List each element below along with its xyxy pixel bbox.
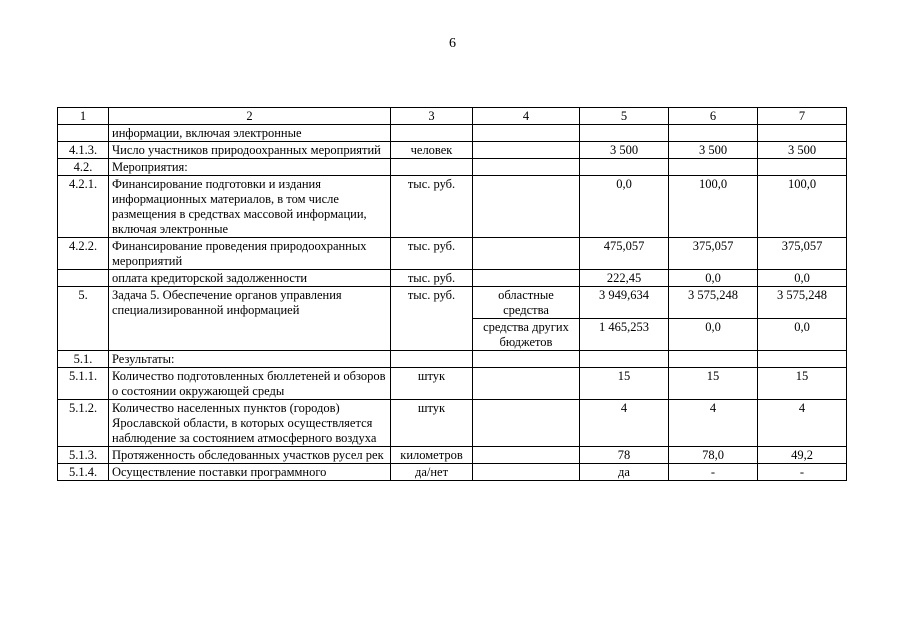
header-cell: 4: [473, 108, 580, 125]
row-number: 4.1.3.: [58, 142, 109, 159]
row-number: 4.2.2.: [58, 238, 109, 270]
table-row: [58, 159, 847, 176]
row-value-6: [669, 125, 758, 142]
row-value-5: [580, 351, 669, 368]
row-source: [473, 238, 580, 270]
row-unit: километров: [391, 447, 473, 464]
row-unit: штук: [391, 368, 473, 400]
row-source: [473, 270, 580, 287]
table-row: [58, 142, 847, 159]
table-row: [58, 447, 847, 464]
row-source: [473, 464, 580, 481]
row-value-7: 100,0: [758, 176, 847, 238]
row-text: Финансирование подготовки и издания информационных материалов, в том числе размещения в средствах массовой информации, включая электронные: [109, 176, 391, 238]
row-number: 4.2.1.: [58, 176, 109, 238]
header-cell: 6: [669, 108, 758, 125]
row-number: 5.1.3.: [58, 447, 109, 464]
row-value-6: 375,057: [669, 238, 758, 270]
row-value-7: [758, 351, 847, 368]
row-value-6: 4: [669, 400, 758, 447]
row-value-7: 4: [758, 400, 847, 447]
row-number: 5.1.2.: [58, 400, 109, 447]
row-value-6: 15: [669, 368, 758, 400]
row-unit: тыс. руб.: [391, 287, 473, 351]
header-row: [58, 108, 847, 125]
row-value-7: 0,0: [758, 319, 847, 351]
row-text: Задача 5. Обеспечение органов управления специализированной информацией: [109, 287, 391, 351]
row-unit: человек: [391, 142, 473, 159]
row-text: Осуществление поставки программного: [109, 464, 391, 481]
row-value-6: 3 575,248: [669, 287, 758, 319]
row-value-5: да: [580, 464, 669, 481]
row-unit: [391, 351, 473, 368]
header-cell: 5: [580, 108, 669, 125]
row-value-5: 15: [580, 368, 669, 400]
table-row: [58, 270, 847, 287]
header-cell: 7: [758, 108, 847, 125]
row-text: Число участников природоохранных мероприятий: [109, 142, 391, 159]
row-value-7: [758, 159, 847, 176]
row-source: [473, 400, 580, 447]
row-value-5: 475,057: [580, 238, 669, 270]
row-text: Финансирование проведения природоохранных мероприятий: [109, 238, 391, 270]
row-value-6: 100,0: [669, 176, 758, 238]
row-value-7: 375,057: [758, 238, 847, 270]
row-value-5: [580, 125, 669, 142]
row-value-7: 49,2: [758, 447, 847, 464]
row-source: [473, 368, 580, 400]
row-text: Количество подготовленных бюллетеней и обзоров о состоянии окружающей среды: [109, 368, 391, 400]
row-text: Протяженность обследованных участков русел рек: [109, 447, 391, 464]
table-row: [58, 368, 847, 400]
row-text: Мероприятия:: [109, 159, 391, 176]
table-row: [58, 176, 847, 238]
row-value-7: 0,0: [758, 270, 847, 287]
row-value-6: 3 500: [669, 142, 758, 159]
row-value-7: 3 500: [758, 142, 847, 159]
row-unit: штук: [391, 400, 473, 447]
row-text: оплата кредиторской задолженности: [109, 270, 391, 287]
row-source: средства других бюджетов: [473, 319, 580, 351]
row-number: [58, 270, 109, 287]
row-value-6: [669, 351, 758, 368]
row-unit: тыс. руб.: [391, 176, 473, 238]
header-cell: 2: [109, 108, 391, 125]
row-value-5: [580, 159, 669, 176]
row-unit: [391, 125, 473, 142]
row-unit: да/нет: [391, 464, 473, 481]
row-number: 5.: [58, 287, 109, 351]
table-row: [58, 400, 847, 447]
row-source: [473, 351, 580, 368]
row-value-5: 4: [580, 400, 669, 447]
row-source: [473, 142, 580, 159]
header-cell: 3: [391, 108, 473, 125]
row-value-7: 15: [758, 368, 847, 400]
row-value-6: -: [669, 464, 758, 481]
header-cell: 1: [58, 108, 109, 125]
row-number: 5.1.1.: [58, 368, 109, 400]
row-number: 4.2.: [58, 159, 109, 176]
row-source: [473, 125, 580, 142]
table-row: [58, 125, 847, 142]
row-source: [473, 176, 580, 238]
row-number: 5.1.4.: [58, 464, 109, 481]
table-row: [58, 351, 847, 368]
row-value-5: 1 465,253: [580, 319, 669, 351]
row-value-7: [758, 125, 847, 142]
row-value-5: 0,0: [580, 176, 669, 238]
table-row: [58, 238, 847, 270]
program-table: [57, 107, 847, 481]
row-value-7: -: [758, 464, 847, 481]
page-number: 6: [449, 36, 456, 51]
row-value-6: [669, 159, 758, 176]
row-text: информации, включая электронные: [109, 125, 391, 142]
row-value-6: 78,0: [669, 447, 758, 464]
row-number: 5.1.: [58, 351, 109, 368]
row-text: Результаты:: [109, 351, 391, 368]
table-row: [58, 287, 847, 319]
row-number: [58, 125, 109, 142]
row-value-7: 3 575,248: [758, 287, 847, 319]
row-value-6: 0,0: [669, 319, 758, 351]
row-value-5: 3 500: [580, 142, 669, 159]
row-unit: тыс. руб.: [391, 270, 473, 287]
row-source: [473, 159, 580, 176]
table-row: [58, 464, 847, 481]
row-text: Количество населенных пунктов (городов) Ярославской области, в которых осуществляется наблюдение за состоянием атмосферного воздуха: [109, 400, 391, 447]
row-source: областные средства: [473, 287, 580, 319]
row-value-5: 3 949,634: [580, 287, 669, 319]
row-unit: тыс. руб.: [391, 238, 473, 270]
row-value-6: 0,0: [669, 270, 758, 287]
row-unit: [391, 159, 473, 176]
row-source: [473, 447, 580, 464]
row-value-5: 78: [580, 447, 669, 464]
row-value-5: 222,45: [580, 270, 669, 287]
